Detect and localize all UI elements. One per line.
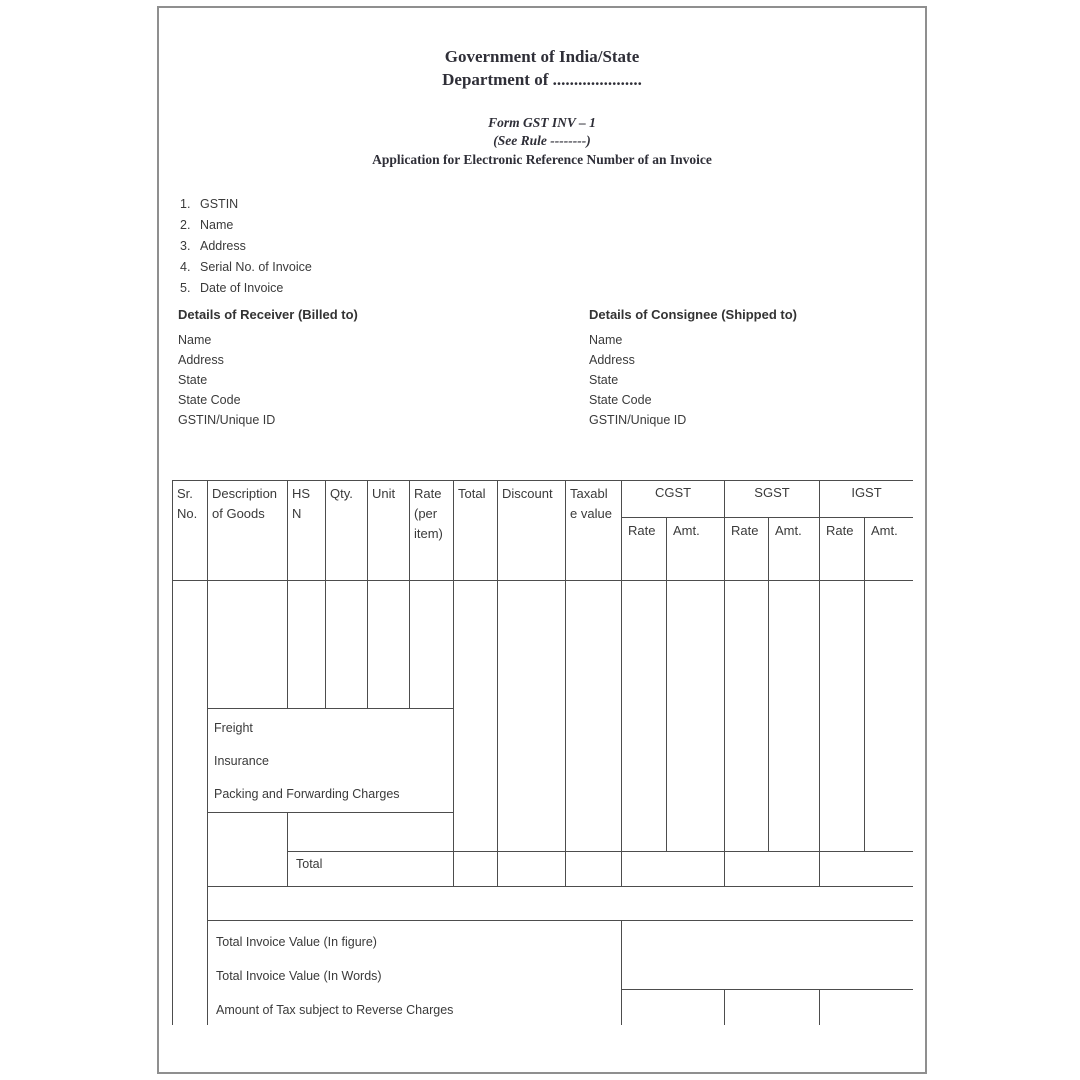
- field-label: GSTIN/Unique ID: [589, 413, 687, 427]
- cell-qty-data: [325, 580, 367, 708]
- charge-line-freight: Freight: [214, 721, 253, 735]
- field-number: 4.: [180, 260, 191, 274]
- total-row-discount-cell: [497, 851, 565, 886]
- summary-line-invoice-words: Total Invoice Value (In Words): [216, 969, 382, 983]
- total-row-taxable-cell: [565, 851, 621, 886]
- summary-line-invoice-figure: Total Invoice Value (In figure): [216, 935, 377, 949]
- list-item: [180, 257, 312, 278]
- col-header-discount: Discount: [497, 480, 565, 580]
- government-title: Government of India/State: [444, 47, 640, 66]
- applicant-field-list: [180, 194, 312, 299]
- cell-below-charges-right: [287, 812, 453, 851]
- subheader-cgst-amt: Amt.: [666, 517, 724, 580]
- col-header-description: Description of Goods: [207, 480, 287, 580]
- section-title: Details of Receiver (Billed to): [178, 307, 358, 322]
- subheader-igst-rate: Rate: [819, 517, 864, 580]
- tax-group-header-igst: IGST: [819, 480, 913, 517]
- total-label-cell: Total: [287, 851, 453, 886]
- cell-hsn-data: [287, 580, 325, 708]
- items-table: [172, 480, 913, 1025]
- cell-sgst-rate-data: [724, 580, 768, 851]
- application-title: Application for Electronic Reference Number of an Invoice: [372, 152, 712, 167]
- summary-line-reverse-charges: Amount of Tax subject to Reverse Charges: [216, 1003, 454, 1017]
- cell-igst-amt-data: [864, 580, 913, 851]
- field-label: State: [178, 373, 208, 387]
- col-header-qty: Qty.: [325, 480, 367, 580]
- receiver-details: [178, 307, 358, 430]
- charges-cell: [207, 708, 453, 812]
- field-label: State Code: [589, 393, 652, 407]
- cell-sr-no-data: [172, 580, 207, 1025]
- field-label: GSTIN/Unique ID: [178, 413, 276, 427]
- cell-taxable-data: [565, 580, 621, 851]
- list-item: [180, 278, 312, 299]
- tax-group-header-cgst: CGST: [621, 480, 724, 517]
- cell-cgst-rate-data: [621, 580, 666, 851]
- subheader-cgst-rate: Rate: [621, 517, 666, 580]
- spacer-row-cell: [207, 886, 913, 920]
- list-item: [180, 236, 312, 257]
- department-line: Department of .....................: [442, 70, 642, 89]
- see-rule-line: (See Rule --------): [493, 133, 591, 148]
- field-number: 3.: [180, 239, 191, 253]
- cell-discount-data: [497, 580, 565, 851]
- col-header-taxable-value: Taxable value: [565, 480, 621, 580]
- summary-cgst-cell: [621, 989, 724, 1025]
- total-row-sgst-cell: [724, 851, 819, 886]
- col-header-total: Total: [453, 480, 497, 580]
- form-page: [157, 6, 927, 1074]
- col-header-hsn: HSN: [287, 480, 325, 580]
- form-name: Form GST INV – 1: [488, 115, 596, 130]
- field-label: State Code: [178, 393, 241, 407]
- field-number: 1.: [180, 197, 191, 211]
- cell-sgst-amt-data: [768, 580, 819, 851]
- cell-igst-rate-data: [819, 580, 864, 851]
- consignee-details: [589, 307, 797, 430]
- cell-total-data: [453, 580, 497, 851]
- col-header-rate: Rate (per item): [409, 480, 453, 580]
- field-label: Serial No. of Invoice: [200, 260, 312, 274]
- charge-line-packing: Packing and Forwarding Charges: [214, 787, 400, 801]
- total-row-cgst-cell: [621, 851, 724, 886]
- summary-igst-cell: [819, 989, 913, 1025]
- summary-sgst-cell: [724, 989, 819, 1025]
- section-title: Details of Consignee (Shipped to): [589, 307, 798, 322]
- subheader-sgst-rate: Rate: [724, 517, 768, 580]
- subheader-sgst-amt: Amt.: [768, 517, 819, 580]
- field-label: Name: [200, 218, 234, 232]
- field-list: [178, 330, 358, 430]
- col-header-unit: Unit: [367, 480, 409, 580]
- field-label: Name: [589, 333, 623, 347]
- field-label: Address: [589, 353, 635, 367]
- cell-description-data: [207, 580, 287, 708]
- summary-value-cell: [621, 920, 913, 989]
- total-row-igst-cell: [819, 851, 913, 886]
- field-number: 5.: [180, 281, 191, 295]
- field-list: [589, 330, 797, 430]
- field-label: Name: [178, 333, 212, 347]
- cell-below-charges-left: [207, 812, 287, 886]
- total-row-total-cell: [453, 851, 497, 886]
- charge-line-insurance: Insurance: [214, 754, 269, 768]
- tax-group-header-sgst: SGST: [724, 480, 819, 517]
- cell-rate-data: [409, 580, 453, 708]
- col-header-sr-no: Sr. No.: [172, 480, 207, 580]
- field-label: State: [589, 373, 619, 387]
- summary-labels-cell: [207, 920, 621, 1025]
- list-item: [180, 194, 312, 215]
- field-label: Address: [200, 239, 246, 253]
- subheader-igst-amt: Amt.: [864, 517, 913, 580]
- field-label: Date of Invoice: [200, 281, 284, 295]
- cell-unit-data: [367, 580, 409, 708]
- list-item: [180, 215, 312, 236]
- field-label: GSTIN: [200, 197, 239, 211]
- cell-cgst-amt-data: [666, 580, 724, 851]
- field-number: 2.: [180, 218, 191, 232]
- field-label: Address: [178, 353, 224, 367]
